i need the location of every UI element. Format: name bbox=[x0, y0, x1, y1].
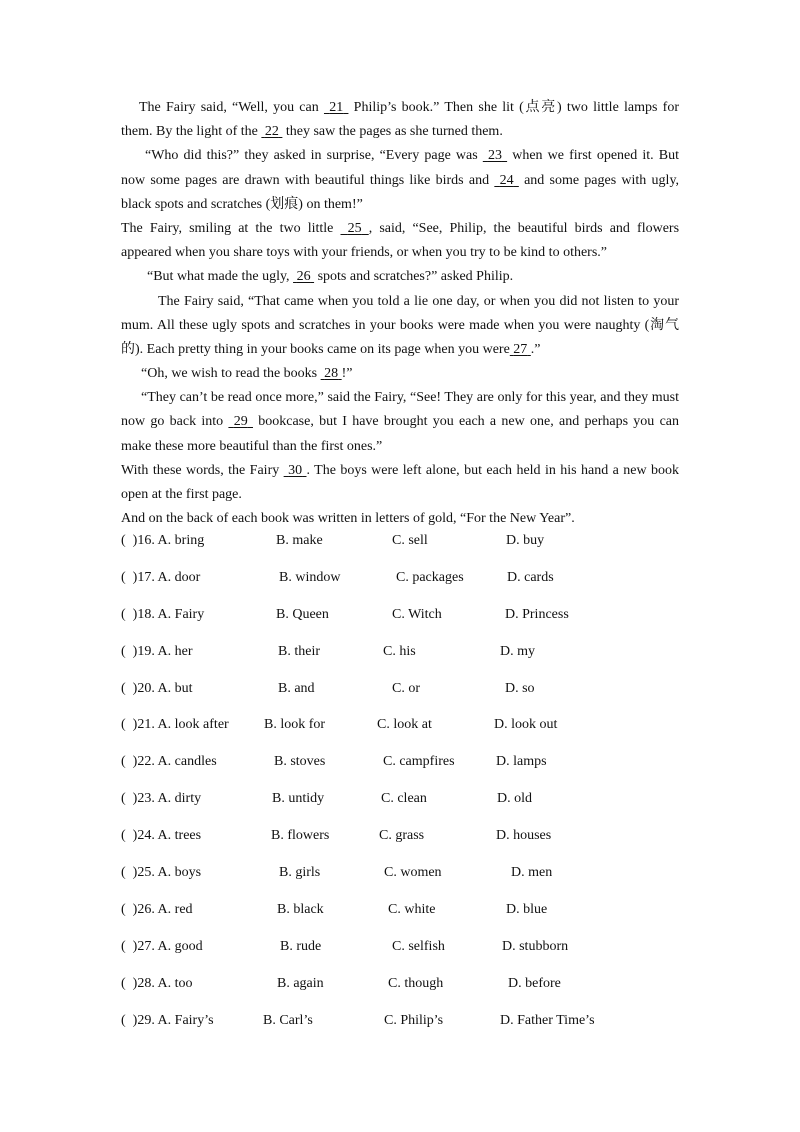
option-b: B. and bbox=[278, 680, 315, 696]
question-stem: ( )19. A. her bbox=[121, 643, 193, 659]
option-c: C. look at bbox=[377, 717, 432, 733]
passage-line: “Oh, we wish to read the books 28 !” bbox=[141, 366, 353, 382]
passage-line: 的). Each pretty thing in your books came on its page when you were 27 .” bbox=[121, 341, 541, 357]
blank-24: 24 bbox=[499, 172, 514, 188]
question-row bbox=[121, 862, 721, 899]
passage-line: now some pages are drawn with beautiful things like birds and 24 and some pages with ugly, bbox=[121, 172, 679, 188]
passage-line: them. By the light of the 22 they saw the pages as she turned them. bbox=[121, 124, 503, 140]
cloze-passage bbox=[121, 96, 679, 531]
option-b: B. Carl’s bbox=[263, 1012, 313, 1028]
option-c: C. or bbox=[392, 680, 420, 696]
option-d: D. my bbox=[500, 643, 535, 659]
blank-26: 26 bbox=[296, 269, 311, 285]
option-c: C. campfires bbox=[383, 754, 455, 770]
option-c: C. selfish bbox=[392, 938, 445, 954]
option-c: C. white bbox=[388, 901, 436, 917]
passage-line: The Fairy said, “Well, you can 21 Philip’s book.” Then she lit (点亮) two little lamps for bbox=[139, 100, 679, 115]
option-d: D. cards bbox=[507, 569, 554, 585]
question-stem: ( )26. A. red bbox=[121, 901, 193, 917]
option-d: D. before bbox=[508, 975, 561, 991]
option-b: B. their bbox=[278, 643, 320, 659]
option-b: B. untidy bbox=[272, 791, 325, 807]
blank-29: 29 bbox=[233, 414, 248, 430]
option-c: C. packages bbox=[396, 569, 464, 585]
option-c: C. though bbox=[388, 975, 444, 991]
question-stem: ( )23. A. dirty bbox=[121, 791, 202, 807]
question-row bbox=[121, 1010, 721, 1047]
option-d: D. blue bbox=[506, 901, 548, 917]
option-c: C. women bbox=[384, 865, 442, 881]
option-b: B. black bbox=[277, 901, 324, 917]
option-b: B. make bbox=[276, 533, 323, 548]
question-stem: ( )25. A. boys bbox=[121, 865, 202, 881]
passage-line: black spots and scratches (划痕) on them!” bbox=[121, 196, 363, 212]
question-list bbox=[121, 530, 721, 1046]
question-stem: ( )22. A. candles bbox=[121, 754, 217, 770]
blank-25: 25 bbox=[347, 220, 362, 236]
question-row bbox=[121, 936, 721, 973]
passage-line: make these more beautiful than the first ones.” bbox=[121, 438, 383, 454]
blank-22: 22 bbox=[264, 124, 279, 140]
option-b: B. look for bbox=[264, 717, 326, 733]
passage-line: mum. All these ugly spots and scratches in your books were made when you were naughty (淘气 bbox=[121, 317, 679, 333]
question-stem: ( )27. A. good bbox=[121, 938, 203, 954]
blank-28: 28 bbox=[324, 366, 339, 382]
option-d: D. look out bbox=[494, 717, 558, 733]
question-row bbox=[121, 567, 721, 604]
option-b: B. Queen bbox=[276, 606, 329, 622]
option-b: B. window bbox=[279, 569, 341, 585]
question-row bbox=[121, 751, 721, 788]
question-row bbox=[121, 973, 721, 1010]
question-row bbox=[121, 604, 721, 641]
option-b: B. flowers bbox=[271, 828, 330, 844]
option-c: C. grass bbox=[379, 828, 425, 844]
option-b: B. again bbox=[277, 975, 324, 991]
passage-line: appeared when you share toys with your friends, or when you try to be kind to others.” bbox=[121, 245, 607, 261]
option-d: D. men bbox=[511, 865, 553, 881]
option-b: B. girls bbox=[279, 865, 321, 881]
option-d: D. Princess bbox=[505, 606, 569, 622]
option-d: D. lamps bbox=[496, 754, 547, 770]
option-d: D. Father Time’s bbox=[500, 1012, 595, 1028]
blank-23: 23 bbox=[487, 148, 502, 164]
passage-line: With these words, the Fairy 30 . The boys were left alone, but each held in his hand a new book bbox=[121, 462, 679, 478]
option-d: D. so bbox=[505, 680, 535, 696]
option-b: B. stoves bbox=[274, 754, 326, 770]
blank-21: 21 bbox=[329, 100, 344, 115]
question-stem: ( )21. A. look after bbox=[121, 717, 229, 733]
option-d: D. old bbox=[497, 791, 532, 807]
question-row bbox=[121, 714, 721, 751]
blank-27: 27 bbox=[513, 341, 528, 357]
question-row bbox=[121, 678, 721, 715]
passage-line: And on the back of each book was written in letters of gold, “For the New Year”. bbox=[121, 511, 575, 527]
passage-line: “But what made the ugly, 26 spots and scratches?” asked Philip. bbox=[147, 269, 514, 285]
question-row bbox=[121, 825, 721, 862]
question-row bbox=[121, 530, 721, 567]
question-stem: ( )28. A. too bbox=[121, 975, 193, 991]
passage-line: The Fairy, smiling at the two little 25 , said, “See, Philip, the beautiful birds and flowers bbox=[121, 220, 679, 236]
question-stem: ( )17. A. door bbox=[121, 569, 201, 585]
blank-30: 30 bbox=[288, 462, 303, 478]
question-stem: ( )20. A. but bbox=[121, 680, 193, 696]
passage-line: “Who did this?” they asked in surprise, “Every page was 23 when we first opened it. But bbox=[145, 148, 679, 164]
passage-line: now go back into 29 bookcase, but I have brought you each a new one, and perhaps you can bbox=[121, 414, 679, 430]
option-b: B. rude bbox=[280, 938, 322, 954]
question-row bbox=[121, 899, 721, 936]
passage-line: The Fairy said, “That came when you told a lie one day, or when you did not listen to your bbox=[158, 293, 679, 309]
question-row bbox=[121, 641, 721, 678]
option-c: C. clean bbox=[381, 791, 427, 807]
option-d: D. stubborn bbox=[502, 938, 569, 954]
question-stem: ( )16. A. bring bbox=[121, 533, 205, 548]
question-row bbox=[121, 788, 721, 825]
question-stem: ( )24. A. trees bbox=[121, 828, 202, 844]
option-d: D. houses bbox=[496, 828, 552, 844]
option-c: C. Witch bbox=[392, 606, 442, 622]
option-d: D. buy bbox=[506, 533, 545, 548]
question-stem: ( )18. A. Fairy bbox=[121, 606, 205, 622]
passage-line: open at the first page. bbox=[121, 487, 242, 502]
question-stem: ( )29. A. Fairy’s bbox=[121, 1012, 214, 1028]
passage-line: “They can’t be read once more,” said the Fairy, “See! They are only for this year, and they must bbox=[141, 390, 679, 406]
option-c: C. sell bbox=[392, 533, 428, 548]
option-c: C. Philip’s bbox=[384, 1012, 444, 1028]
option-c: C. his bbox=[383, 643, 416, 659]
